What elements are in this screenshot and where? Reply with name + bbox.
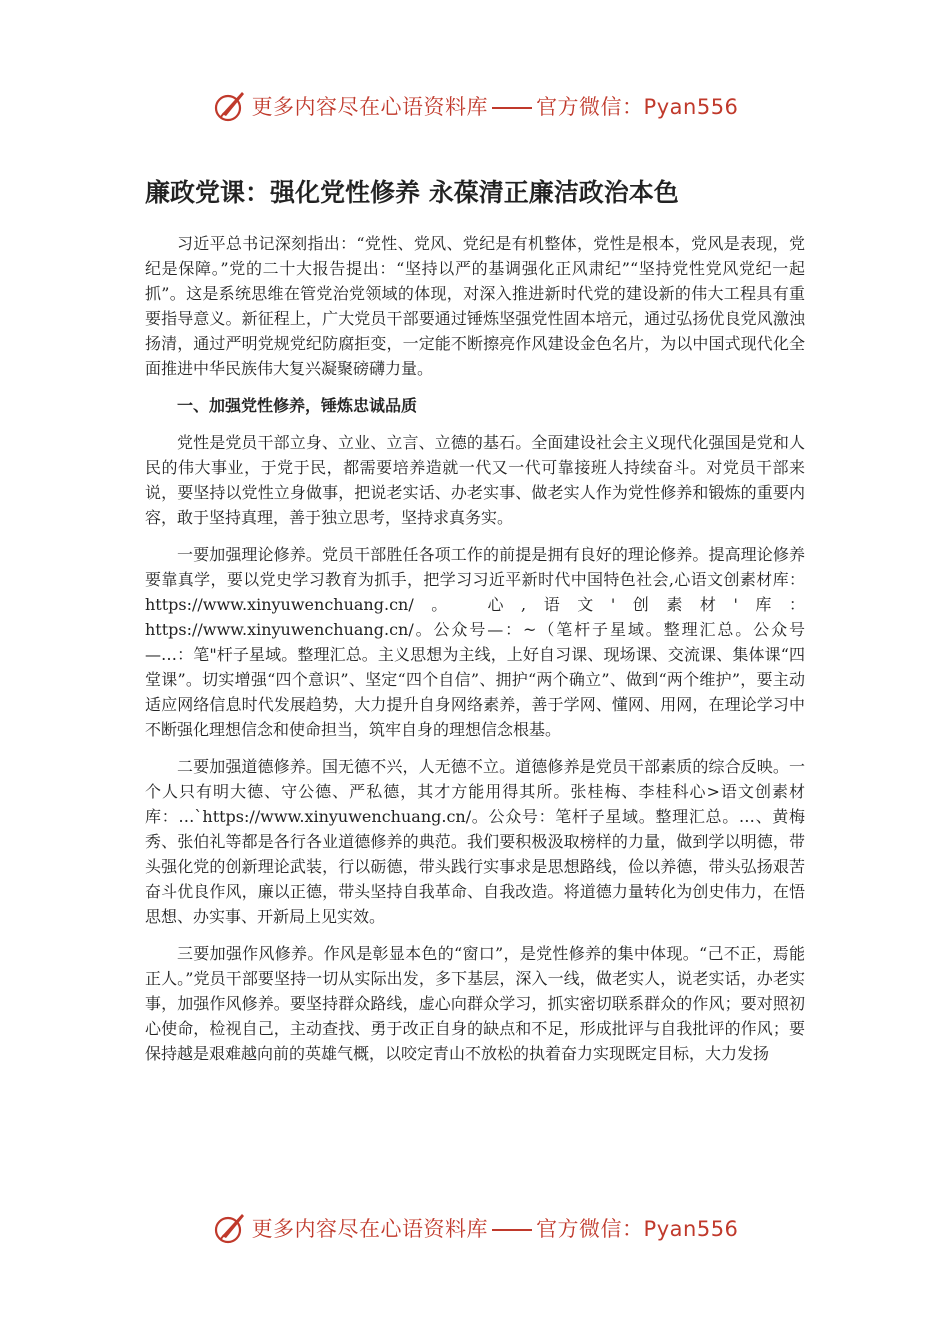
body-paragraph: 一要加强理论修养。党员干部胜任各项工作的前提是拥有良好的理论修养。提高理论修养要靠真学，要以党史学习教育为抓手，把学习习近平新时代中国特色社会,心语文创素材库： https://www.xinyuwenchuang.cn/。 心,语文'创素材'库：https://www.xinyuwenchuang.cn/。公众号—：~（笔杆子星域。整理汇总。公众号—…：笔"杆子星域。整理汇总。主义思想为主线，上好自习课、现场课、交流课、集体课“四堂课”。切实增强“四个意识”、坚定“四个自信”、拥护“两个确立”、做到“两个维护”，要主动适应网络信息时代发展趋势，大力提升自身网络素养，善于学网、懂网、用网，在理论学习中不断强化理想信念和使命担当，筑牢自身的理想信念根基。 <box>145 545 805 739</box>
body-paragraph: 三要加强作风修养。作风是彰显本色的“窗口”，是党性修养的集中体现。“己不正，焉能正人。”党员干部要坚持一切从实际出发，多下基层，深入一线，做老实人，说老实话，办老实事，加强作风修养。要坚持群众路线，虚心向群众学习，抓实密切联系群众的作风；要对照初心使命，检视自己，主动查找、勇于改正自身的缺点和不足，形成批评与自我批评的作风；要保持越是艰难越向前的英雄气概，以咬定青山不放松的执着奋力实现既定目标，大力发扬 <box>145 944 805 1063</box>
banner-text: 更多内容尽在心语资料库 官方微信：Pyan556 <box>251 1217 739 1241</box>
document-body <box>145 231 805 1078</box>
intro-paragraph: 习近平总书记深刻指出：“党性、党风、党纪是有机整体，党性是根本，党风是表现，党纪是保障。”党的二十大报告提出：“坚持以严的基调强化正风肃纪”“坚持党性党风党纪一起抓”。这是系统思维在管党治党领域的体现，对深入推进新时代党的建设新的伟大工程具有重要指导意义。新征程上，广大党员干部要通过锤炼坚强党性固本培元，通过弘扬优良党风激浊扬清，通过严明党规党纪防腐拒变，一定能不断擦亮作风建设金色名片，为以中国式现代化全面推进中华民族伟大复兴凝聚磅礴力量。 <box>145 234 805 378</box>
banner-text: 更多内容尽在心语资料库 官方微信：Pyan556 <box>251 95 739 119</box>
footer-banner <box>0 1206 950 1250</box>
section-heading: 一、加强党性修养，锤炼忠诚品质 <box>177 396 418 415</box>
header-banner <box>0 84 950 128</box>
page-title: 廉政党课：强化党性修养 永葆清正廉洁政治本色 <box>145 178 679 207</box>
body-paragraph: 二要加强道德修养。国无德不兴，人无德不立。道德修养是党员干部素质的综合反映。一个人只有明大德、守公德、严私德，其才方能用得其所。张桂梅、李桂科心>语文创素材库：…`https://www.xinyuwenchuang.cn/。公众号：笔杆子星域。整理汇总。…、黄梅秀、张伯礼等都是各行各业道德修养的典范。我们要积极汲取榜样的力量，做到学以明德，带头强化党的创新理论武装，行以砺德，带头践行实事求是思想路线，俭以养德，带头弘扬艰苦奋斗优良作风，廉以正德，带头坚持自我革命、自我改造。将道德力量转化为创史伟力，在悟思想、办实事、开新局上见实效。 <box>145 757 805 926</box>
quill-pen-icon <box>212 1210 248 1246</box>
body-paragraph: 党性是党员干部立身、立业、立言、立德的基石。全面建设社会主义现代化强国是党和人民的伟大事业，于党于民，都需要培养造就一代又一代可靠接班人持续奋斗。对党员干部来说，要坚持以党性立身做事，把说老实话、办老实事、做老实人作为党性修养和锻炼的重要内容，敢于坚持真理，善于独立思考，坚持求真务实。 <box>145 433 805 527</box>
quill-pen-icon <box>212 88 248 124</box>
